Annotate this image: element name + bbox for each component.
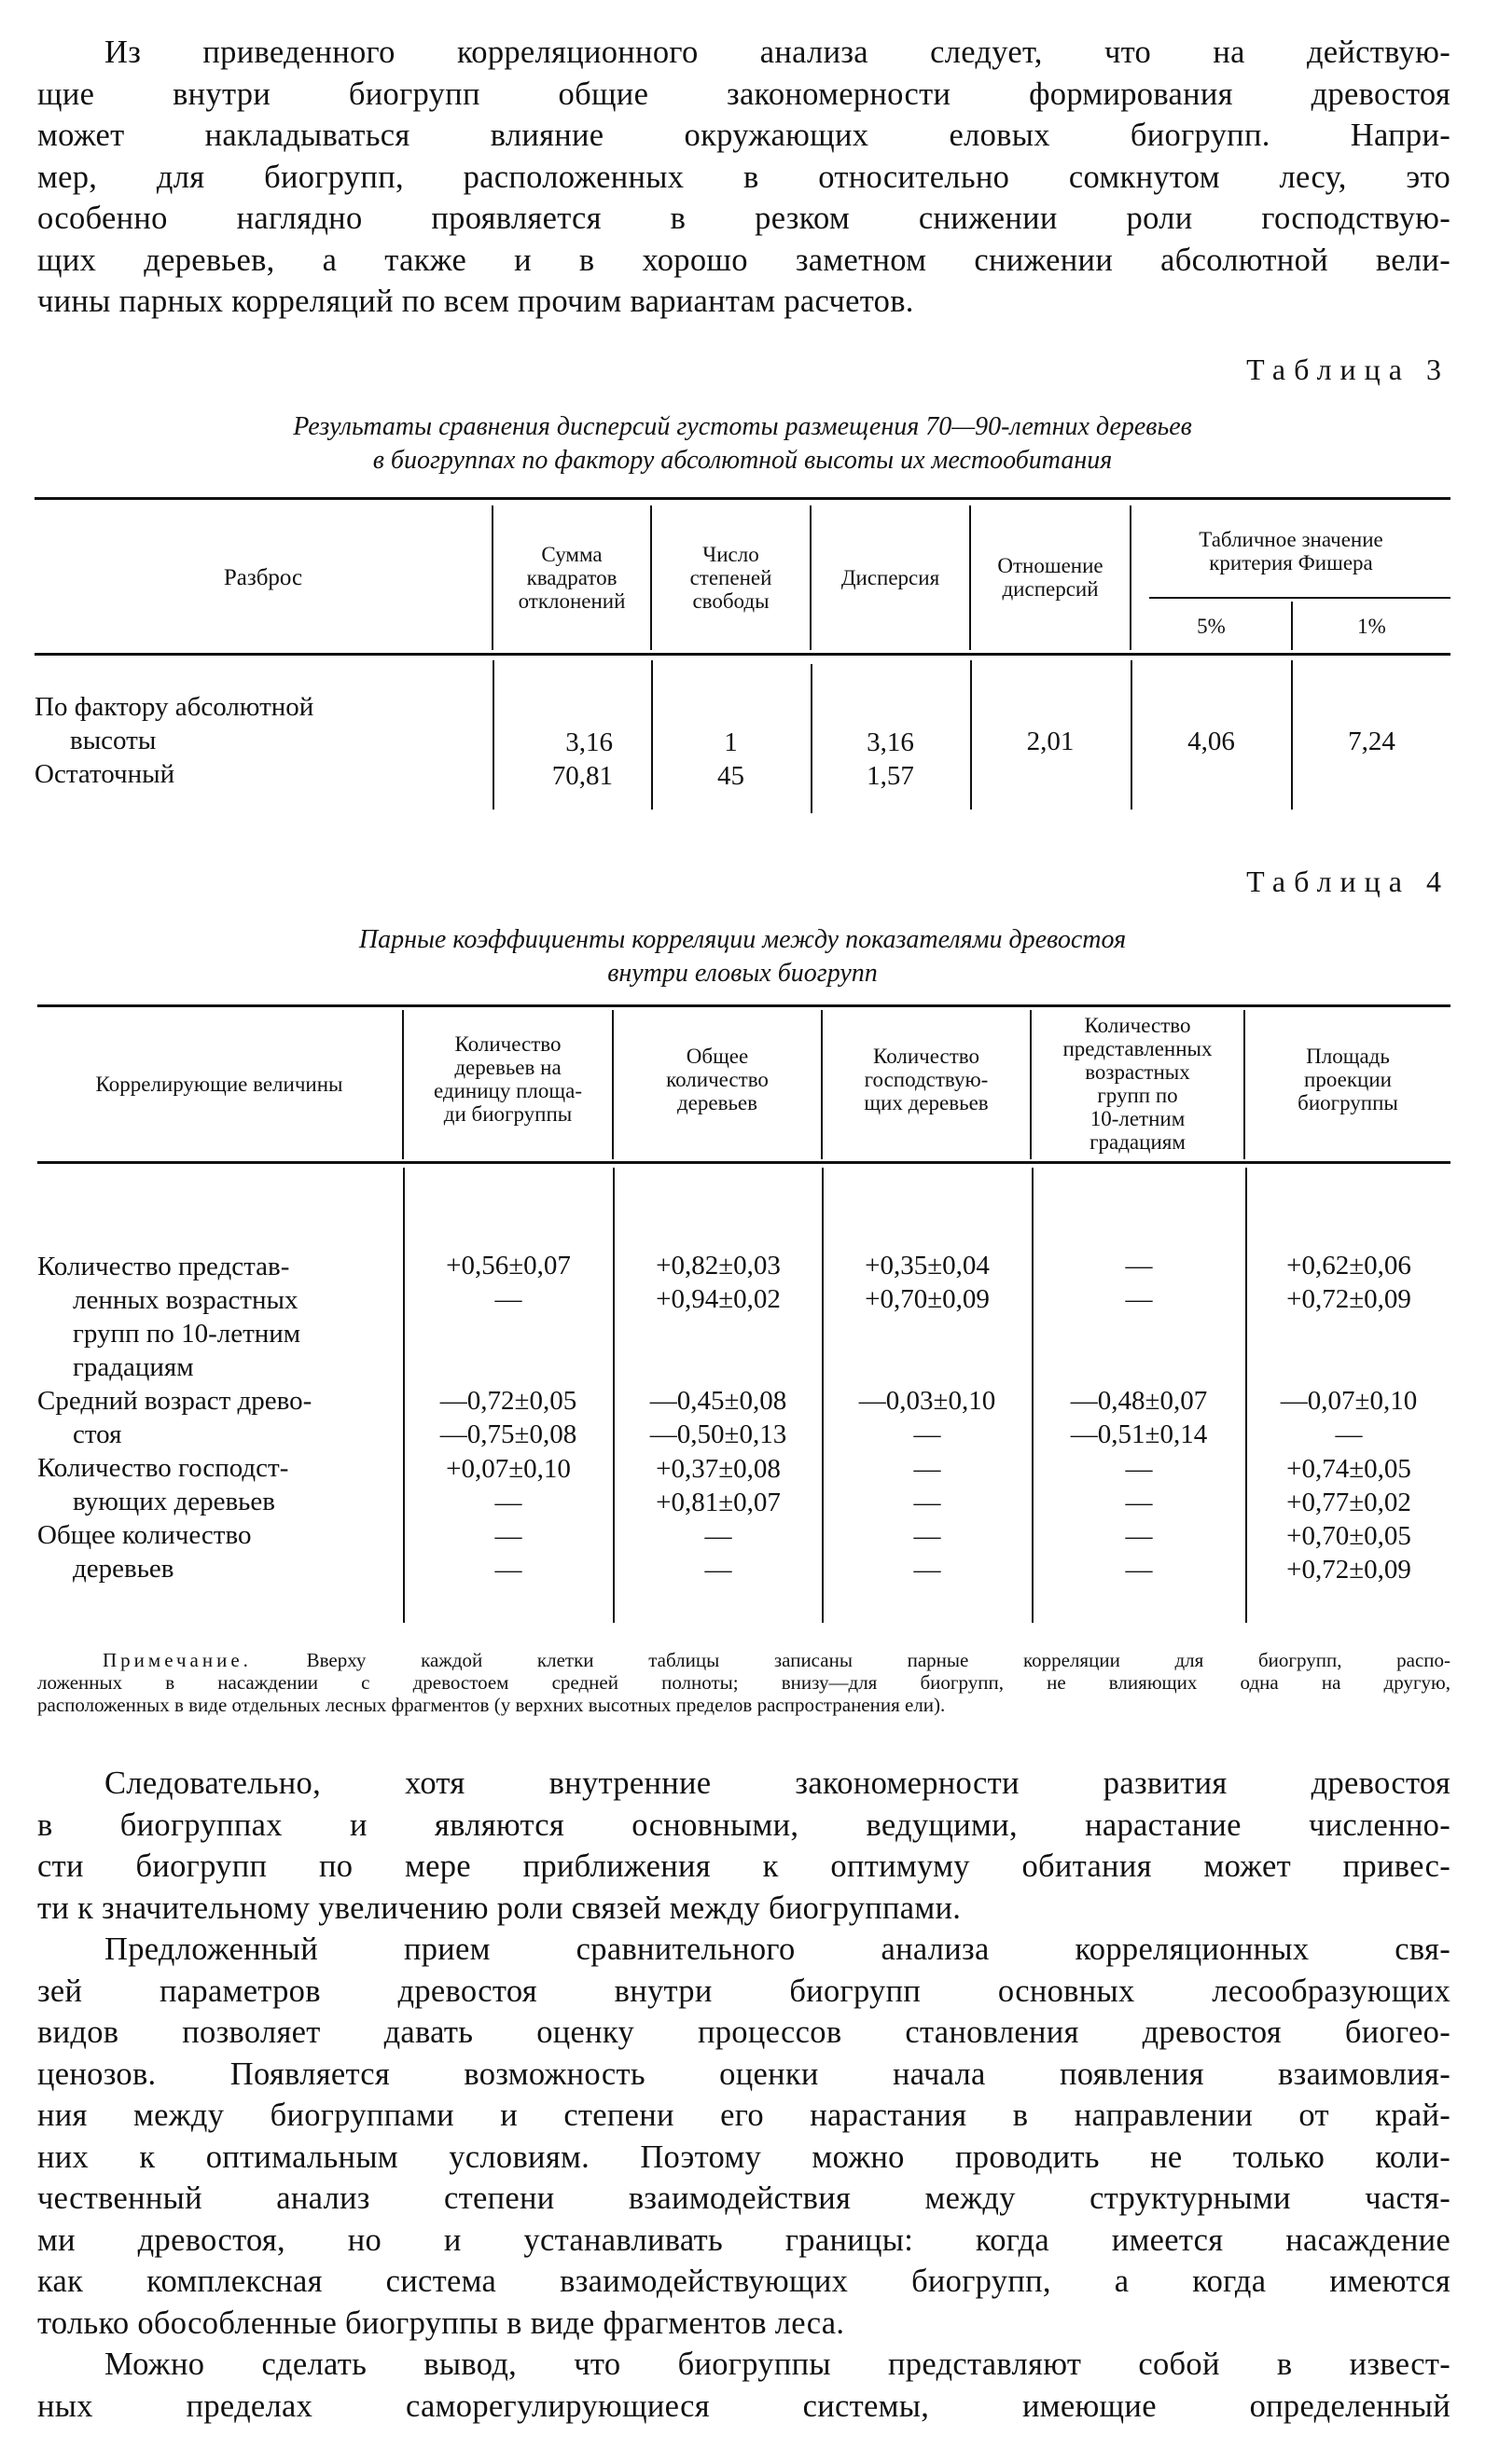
table-cell-bottom: —0,50±0,13	[649, 1419, 787, 1449]
header-text: Общее	[686, 1044, 749, 1068]
table-cell: 1	[724, 727, 738, 757]
table-cell-top: +0,56±0,07	[446, 1251, 571, 1280]
header-text: деревьев на	[454, 1056, 562, 1079]
header-text: деревьев	[676, 1090, 758, 1114]
header-text: степеней	[689, 565, 772, 589]
caption-line: внутри еловых биогрупп	[607, 959, 878, 988]
header-text: возрастных	[1085, 1060, 1190, 1084]
row-label-text: Средний возраст древо-	[37, 1386, 312, 1416]
table-cell-bottom: +0,70±0,09	[865, 1284, 990, 1314]
table-cell-bottom: +0,72±0,09	[1286, 1284, 1411, 1314]
table4-header-total-trees	[614, 1009, 821, 1149]
row-label-text: ленных возрастных	[73, 1285, 298, 1315]
text-line: ми древостоя, но и устанавливать границы: когда имеется насаждение	[37, 2222, 1450, 2258]
table-cell-top: —0,48±0,07	[1070, 1386, 1208, 1416]
table-cell-bottom: —	[494, 1488, 522, 1517]
table4-header-dominant-trees	[823, 1009, 1030, 1149]
text-line: только обособленные биогруппы в виде фрагментов леса.	[37, 2305, 845, 2341]
header-text: 10-летним	[1089, 1107, 1186, 1130]
header-text: биогруппы	[1298, 1090, 1398, 1114]
note-line: ложенных в насаждении с древостоем средней полноты; внизу—для биогрупп, не влияющих одна на другую,	[37, 1671, 1450, 1694]
table-cell-bottom: +0,72±0,09	[1286, 1555, 1411, 1585]
table-cell-bottom: —	[1125, 1555, 1153, 1585]
table-cell-bottom: —	[1125, 1488, 1153, 1517]
table3-ratio-value: 2,01	[1026, 727, 1075, 756]
table-cell: 3,16	[565, 727, 613, 757]
table4-header-correlating	[37, 1009, 401, 1158]
header-text: градациям	[1089, 1130, 1186, 1154]
header-text: господствую-	[864, 1067, 989, 1091]
table3-fisher-subrule	[1149, 597, 1450, 599]
text-line: мер, для биогрупп, расположенных в относительно сомкнутом лесу, это	[37, 159, 1450, 195]
table4-row-labels	[37, 1250, 312, 1585]
table-cell: 3,16	[867, 727, 914, 757]
table-cell-top: —	[913, 1521, 941, 1551]
text-line: ти к значительному увеличению роли связей между биогруппами.	[37, 1890, 962, 1926]
table-cell-top: —0,07±0,10	[1280, 1386, 1418, 1416]
table3-fisher-5-value: 4,06	[1187, 727, 1235, 756]
intro-paragraph	[37, 32, 1450, 323]
table-cell: 1,57	[867, 761, 914, 791]
table-cell-top: —0,72±0,05	[439, 1386, 577, 1416]
header-text: отклонений	[518, 588, 626, 613]
table3-header-p5	[1131, 602, 1291, 650]
row-label-text: Общее количество	[37, 1520, 252, 1550]
table-cell-bottom: —	[1125, 1284, 1153, 1314]
text-line: чественный анализ степени взаимодействия между структурными частя-	[37, 2180, 1450, 2216]
table-cell-bottom: —	[704, 1555, 732, 1585]
header-text: Количество	[1084, 1014, 1191, 1037]
table3-header-variance	[812, 504, 969, 651]
conclusion-paragraph-3	[37, 2344, 1450, 2427]
text-line: Можно сделать вывод, что биогруппы представляют собой в извест-	[104, 2346, 1450, 2382]
table-cell-top: +0,35±0,04	[865, 1251, 990, 1280]
table-cell-bottom: —	[913, 1419, 941, 1449]
table-cell-top: +0,37±0,08	[656, 1454, 781, 1484]
table-cell-bottom: +0,81±0,07	[656, 1488, 781, 1517]
table3-header-ratio	[971, 504, 1130, 651]
header-text: свободы	[692, 588, 770, 613]
text-line: щих деревьев, а также и в хорошо заметном снижении абсолютной вели-	[37, 242, 1450, 278]
note-lead: Примечание.	[103, 1649, 252, 1671]
table4-header-rule	[37, 1161, 1450, 1164]
text-line: Предложенный прием сравнительного анализа корреляционных свя-	[104, 1931, 1450, 1967]
header-text: 5%	[1197, 614, 1226, 638]
note-text: Вверху каждой клетки таблицы записаны парные корреляции для биогрупп, распо-	[306, 1649, 1451, 1671]
table3-caption	[0, 410, 1485, 478]
text-line: них к оптимальным условиям. Поэтому можно проводить не только коли-	[37, 2139, 1450, 2175]
table-cell-bottom: +0,94±0,02	[656, 1284, 781, 1314]
row-label-text: вующих деревьев	[73, 1487, 275, 1516]
header-text: Разброс	[223, 564, 303, 590]
table3-sum-squares-col	[493, 726, 613, 793]
table3-variance-col	[812, 726, 969, 793]
table-cell-top: —	[494, 1521, 522, 1551]
header-text: проекции	[1304, 1067, 1392, 1091]
text-line: Следовательно, хотя внутренние закономерности развития древостоя	[104, 1765, 1450, 1801]
row-label-text: градациям	[73, 1352, 194, 1382]
header-text: Дисперсия	[840, 565, 940, 589]
text-line: Из приведенного корреляционного анализа следует, что на действую-	[104, 35, 1450, 70]
table-cell-top: —0,45±0,08	[649, 1386, 787, 1416]
table3-dof-col	[652, 726, 810, 793]
table3-header-dof	[652, 504, 810, 651]
table3-header-sum-squares	[493, 504, 650, 651]
caption-line: в биогруппах по фактору абсолютной высоты их местообитания	[372, 446, 1113, 475]
text-line: видов позволяет давать оценку процессов становления древостоя биогео-	[37, 2014, 1450, 2050]
row-label-text: высоты	[70, 726, 157, 755]
table-cell-bottom: —	[913, 1488, 941, 1517]
table3-row-label	[35, 690, 313, 791]
table3-header-spread	[35, 504, 492, 651]
header-text: Коррелирующие величины	[95, 1072, 343, 1096]
table4-header-projection-area	[1245, 1009, 1450, 1149]
table3-header-fisher	[1131, 508, 1450, 594]
text-line: сти биогрупп по мере приближения к оптимуму обитания может привес-	[37, 1848, 1450, 1884]
row-label-text: Количество представ-	[37, 1252, 290, 1281]
table4-caption	[0, 923, 1485, 990]
row-label-text: групп по 10-летним	[73, 1319, 301, 1349]
table3-fisher-1-value: 7,24	[1348, 727, 1395, 756]
header-text: Количество	[873, 1044, 979, 1068]
table-cell-top: +0,82±0,03	[656, 1251, 781, 1280]
row-label-text: стоя	[73, 1419, 122, 1449]
caption-line: Результаты сравнения дисперсий густоты размещения 70—90-летних деревьев	[293, 412, 1192, 441]
header-text: дисперсий	[1002, 577, 1099, 601]
header-text: Площадь	[1306, 1044, 1390, 1068]
conclusion-paragraph-2	[37, 1929, 1450, 2344]
table4-note	[37, 1649, 1450, 1716]
table3-header-p1	[1293, 602, 1450, 650]
text-line: чины парных корреляций по всем прочим вариантам расчетов.	[37, 284, 914, 319]
text-line: щие внутри биогрупп общие закономерности формирования древостоя	[37, 76, 1450, 112]
header-text: количество	[666, 1067, 769, 1091]
header-text: 1%	[1357, 614, 1386, 638]
note-line: расположенных в виде отдельных лесных фрагментов (у верхних высотных пределов распространения ели).	[37, 1694, 946, 1716]
header-text: ди биогруппы	[443, 1102, 573, 1126]
table-cell-top: —	[1125, 1454, 1153, 1484]
row-label-text: Количество господст-	[37, 1453, 289, 1483]
table3-header-rule	[35, 653, 1450, 656]
table4-header-trees-per-area	[404, 1009, 612, 1149]
table-cell-bottom: +0,77±0,02	[1286, 1488, 1411, 1517]
header-text: Число	[702, 542, 759, 566]
table-cell-top: —	[1125, 1251, 1153, 1280]
table3-top-rule	[35, 497, 1450, 500]
header-text: критерия Фишера	[1209, 551, 1373, 574]
header-text: групп по	[1097, 1084, 1178, 1107]
text-line: может накладываться влияние окружающих еловых биогрупп. Напри-	[37, 118, 1450, 153]
header-text: Сумма	[541, 542, 603, 566]
table-cell-top: —	[913, 1454, 941, 1484]
header-text: Табличное значение	[1199, 528, 1383, 551]
row-label-text: деревьев	[73, 1554, 174, 1584]
header-text: квадратов	[526, 565, 618, 589]
text-line: как комплексная система взаимодействующих биогрупп, а когда имеются	[37, 2263, 1450, 2299]
table-cell-bottom: —	[494, 1555, 522, 1585]
table4-header-age-groups	[1032, 1009, 1243, 1158]
table-cell-bottom: —0,75±0,08	[439, 1419, 577, 1449]
caption-line: Парные коэффициенты корреляции между показателями древостоя	[358, 925, 1127, 954]
row-label-text: Остаточный	[35, 759, 175, 789]
header-text: Отношение	[997, 554, 1103, 577]
table-cell-top: —	[704, 1521, 732, 1551]
conclusion-paragraph-1	[37, 1763, 1450, 1929]
table4-top-rule	[37, 1004, 1450, 1007]
note-line	[37, 1649, 1450, 1671]
table-cell-top: +0,70±0,05	[1286, 1521, 1411, 1551]
text-line: ных пределах саморегулирующиеся системы, имеющие определенный	[37, 2388, 1450, 2424]
text-line: в биогруппах и являются основными, ведущими, нарастание численно-	[37, 1806, 1450, 1843]
header-text: Количество	[454, 1032, 562, 1056]
table-cell-top: +0,74±0,05	[1286, 1454, 1411, 1484]
header-text: единицу площа-	[434, 1079, 582, 1102]
text-line: ния между биогруппами и степени его нарастания в направлении от край-	[37, 2097, 1450, 2133]
text-line: зей параметров древостоя внутри биогрупп основных лесообразующих	[37, 1973, 1450, 2009]
text-line: особенно наглядно проявляется в резком снижении роли господствую-	[37, 201, 1450, 236]
table-cell-top: +0,62±0,06	[1286, 1251, 1411, 1280]
table-cell-bottom: —0,51±0,14	[1070, 1419, 1208, 1449]
header-text: щих деревьев	[864, 1090, 989, 1114]
table-cell-top: —0,03±0,10	[858, 1386, 996, 1416]
table-cell-top: +0,07±0,10	[446, 1454, 571, 1484]
table3-label: Таблица 3	[1246, 353, 1450, 386]
header-text: представленных	[1062, 1037, 1213, 1060]
table-cell-bottom: —	[1335, 1419, 1363, 1449]
table-cell: 70,81	[551, 761, 613, 791]
table-cell-bottom: —	[913, 1555, 941, 1585]
row-label-text: По фактору абсолютной	[35, 692, 314, 722]
table-cell: 45	[717, 761, 744, 791]
table-cell-bottom: —	[494, 1284, 522, 1314]
text-line: ценозов. Появляется возможность оценки начала появления взаимовлия-	[37, 2056, 1450, 2092]
table4-label: Таблица 4	[1246, 865, 1450, 898]
table-cell-top: —	[1125, 1521, 1153, 1551]
